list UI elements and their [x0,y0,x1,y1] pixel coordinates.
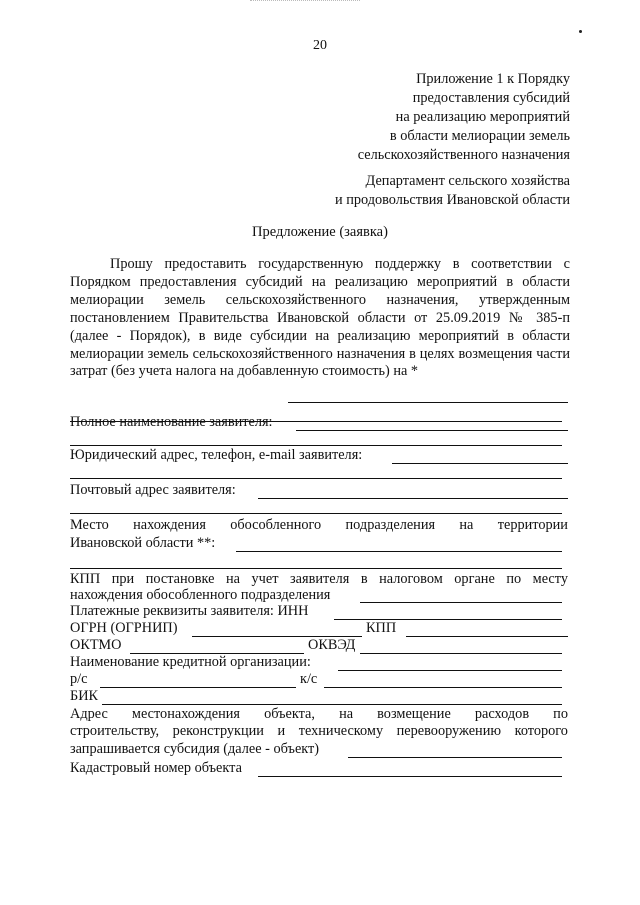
legal-address-field-2[interactable] [70,478,562,479]
object-address-label-line3: запрашивается субсидия (далее - объект) [70,741,320,757]
appendix-line: сельскохозяйственного назначения [357,147,570,163]
word: заявителя [290,571,350,587]
appendix-line: Приложение 1 к Порядку [416,71,570,87]
postal-address-label: Почтовый адрес заявителя: [70,482,236,498]
appendix-line: на реализацию мероприятий [395,109,570,125]
bik-label: БИК [70,688,99,704]
request-purpose-line[interactable] [288,402,568,403]
object-address-field[interactable] [348,757,562,758]
word: объекта, [264,706,315,722]
payment-details-label: Платежные реквизиты заявителя: ИНН [70,603,309,619]
cadastral-field[interactable] [258,776,562,777]
word: возмещение [377,706,451,722]
cadastral-label: Кадастровый номер объекта [70,760,242,776]
word: учет [251,571,279,587]
appendix-line: в области мелиорации земель [389,128,570,144]
kpp-short-field[interactable] [406,636,568,637]
word: по [506,571,522,587]
word: обособленного [230,517,322,533]
location-field-2[interactable] [70,568,562,569]
word: по [553,706,568,722]
bank-name-label: Наименование кредитной организации: [70,654,311,670]
location-field[interactable] [236,551,562,552]
word: строительству, [70,723,160,739]
word: подразделения [345,517,436,533]
oktmo-label: ОКТМО [70,637,122,653]
word: местонахождения [131,706,240,722]
word: реконструкции [172,723,264,739]
ks-label: к/с [300,671,318,687]
word: постановке [145,571,215,587]
word: на [226,571,240,587]
legal-address-field[interactable] [392,463,568,464]
word: нахождения [133,517,206,533]
ks-field[interactable] [324,687,562,688]
word: территории [497,517,568,533]
word: Место [70,517,109,533]
word: КПП [70,571,101,587]
okved-label: ОКВЭД [308,637,356,653]
kpp-field[interactable] [360,602,562,603]
appendix-line: предоставления субсидий [412,90,570,106]
kpp-short-label: КПП [366,620,397,636]
scan-artifact [250,0,360,5]
request-paragraph: Прошу предоставить государственную поддержку в соответствии с Порядком предоставления субсидий на реализацию мероприятий в области мелиорации земель сельскохозяйственного назначения, утвержденным постановлением Правительства Ивановской области от 25.09.2019 № 385-п (далее - Порядок), в виде субсидии на реализацию мероприятий в области мелиорации земель сельскохозяйственного назначения в целях возмещения части затрат (без учета налога на добавленную стоимость) на * [70,256,570,380]
location-label-line2: Ивановской области **: [70,535,216,551]
word: и [277,723,286,739]
kpp-label-line2: нахождения обособленного подразделения [70,587,331,603]
word: расходов [474,706,530,722]
object-address-label-row [70,706,568,723]
page-number: 20 [313,38,327,53]
word: органе [454,571,495,587]
rs-label: р/с [70,671,88,687]
full-name-label: Полное наименование заявителя: [70,414,273,430]
word: месту [532,571,568,587]
recipient-block [335,172,570,210]
legal-address-label: Юридический адрес, телефон, e-mail заявителя: [70,447,363,463]
rs-field[interactable] [100,687,296,688]
word: на [459,517,474,533]
word: которого [514,723,568,739]
full-name-field[interactable] [296,430,568,431]
word: налоговом [379,571,443,587]
word: на [339,706,354,722]
appendix-heading [358,70,570,165]
postal-address-field[interactable] [258,498,568,499]
recipient-line: и продовольствия Ивановской области [334,192,570,208]
recipient-line: Департамент сельского хозяйства [365,173,570,189]
full-name-field-2[interactable] [70,445,562,446]
word: техническому [298,723,384,739]
okved-field[interactable] [360,653,562,654]
postal-address-field-2[interactable] [70,513,562,514]
object-address-label-row-2 [70,723,568,740]
kpp-label-row [70,571,568,588]
bank-name-field[interactable] [338,670,562,671]
location-label-row [70,517,568,534]
ogrn-label: ОГРН (ОГРНИП) [70,620,178,636]
scan-dot [579,30,582,33]
word: в [360,571,368,587]
document-title: Предложение (заявка) [252,224,388,240]
bik-field[interactable] [102,704,562,705]
word: перевооружению [396,723,502,739]
word: при [111,571,135,587]
word: Адрес [70,706,108,722]
